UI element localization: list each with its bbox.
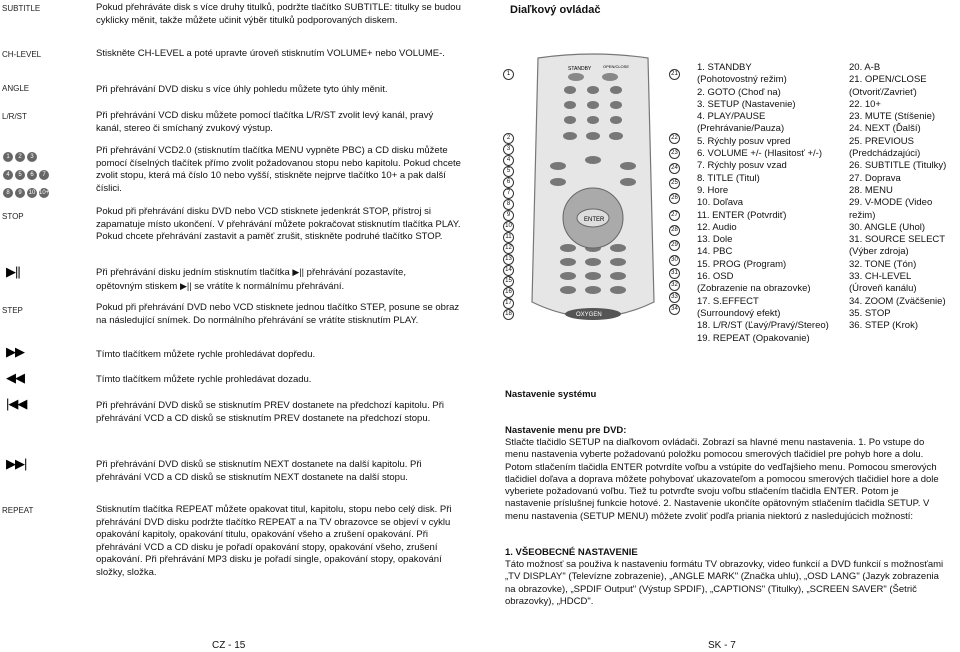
text-fast-forward: Tímto tlačítkem můžete rychle prohledávat dopředu. — [96, 349, 316, 360]
rewind-icon: ◀◀ — [6, 370, 24, 385]
text-next: Při přehrávání DVD disků se stisknutím NEXT dostanete na další kapitolu. Při přehrávání VCD a CD disků se stisknutím NEXT dostanete na další stopu. — [96, 459, 422, 483]
standby-label: STANDBY — [568, 66, 592, 72]
menu-title: Nastavenie menu pre DVD: — [505, 425, 627, 436]
text-subtitle: Pokud přehráváte disk s více druhy titulků, podržte tlačítko SUBTITLE: titulky se budou cyklicky měnit, takže můžete učinit výběr titulků podporovaných diskem. — [96, 2, 461, 26]
page-number-right: SK - 7 — [708, 640, 736, 651]
enter-label: ENTER — [584, 217, 605, 223]
brand-label: OXYGEN — [576, 312, 602, 318]
text-step: Pokud při přehrávání DVD nebo VCD stisknete jednou tlačítko STEP, posune se obraz na následující snímek. Do normálního přehrávání se vrátíte stisknutím PLAY. — [96, 302, 460, 326]
label-angle: ANGLE — [2, 84, 30, 93]
fast-forward-icon: ▶▶ — [6, 344, 24, 359]
remote-svg — [498, 52, 688, 337]
text-rewind: Tímto tlačítkem můžete rychle prohledávat dozadu. — [96, 374, 312, 385]
label-subtitle: SUBTITLE — [2, 4, 41, 13]
number-buttons-icon: 1 2 3 4 5 6 7 8 9 10 10+ — [2, 145, 62, 199]
text-prev: Při přehrávání DVD disků se stisknutím PREV dostanete na předchozí kapitolu. Při přehrávání VCD a CD disků se stisknutím PREV dostanete na předchozí stopu. — [96, 400, 444, 424]
text-ch-level: Stiskněte CH-LEVEL a poté upravte úroveň stisknutím VOLUME+ nebo VOLUME-. — [96, 48, 445, 59]
label-step: STEP — [2, 306, 23, 315]
function-list-2: 20. A-B 21. OPEN/CLOSE (Otvoriť/Zavrieť) 22. 10+ 23. MUTE (Stíšenie) 24. NEXT (Ďalší) 25. PREVIOUS (Predchádzajúci) 26. SUBTITLE (Titulky) 27. Doprava 28. MENU 29. V-MODE (Video režim) 30. ANGLE (Uhol) 31. SOURCE SELECT (Výber zdroja) 32. TONE (Tón) 33. CH-LEVEL (Úroveň kanálu) 34. ZOOM (Zväčšenie) 35. STOP 36. STEP (Krok) — [849, 62, 947, 332]
next-icon: ▶▶| — [6, 456, 27, 471]
label-lrst: L/R/ST — [2, 112, 27, 121]
label-repeat: REPEAT — [2, 506, 34, 515]
menu-text: Stlačte tlačidlo SETUP na diaľkovom ovládači. Zobrazí sa hlavné menu nastavenia. 1. Po vstupe do menu nastavenia vyberte požadovanú položku pomocou smerových tlačidiel pre pohyb hore a dolu. Potom stlačením tlačidla ENTER potvrdíte voľbu a vstúpite do veďľajšieho menu. Pomocou smerových tlačidiel doľava a doprava môžete pohybovať ukazovateľom a pomocou smerových tlačidiel hore a dole vyberiete požadovanú voľbu. Tiež tu potvrďte svoju voľbu stlačením tlačidla ENTER. Potom je nastavenie príslušnej funkcie hotové. 2. Nastavenie ukončíte opätovným stlačením tlačidla SETUP. V menu nastavenia (SETUP MENU) môžete zvoliť podľa priania niektorú z nasledujúcich možností: — [505, 437, 939, 522]
section-title: Nastavenie systému — [505, 389, 597, 400]
openclose-label: OPEN/CLOSE — [603, 64, 630, 69]
text-lrst: Při přehrávání VCD disku můžete pomocí tlačítka L/R/ST zvolit levý kanál, pravý kanál, stereo či smíchaný zvukový výstup. — [96, 110, 434, 134]
play-pause-icon: ▶|| — [6, 264, 20, 279]
text-stop: Pokud při přehrávání disku DVD nebo VCD stisknete jedenkrát STOP, přístroj si zapamatuje místo ukončení. V přehrávání můžete pokračovat stisknutím tlačítka PLAY. Pokud chcete přehrávání zastavit a paměť zrušit, stiskněte podruhé tlačítko STOP. — [96, 206, 461, 242]
text-play-pause: Při přehrávání disku jedním stisknutím tlačítka ▶|| přehrávání pozastavíte, opětovným stiskem ▶|| se vrátíte k normálnímu přehrávání. — [96, 267, 406, 292]
function-list-1: 1. STANDBY (Pohotovostný režim) 2. GOTO (Choď na) 3. SETUP (Nastavenie) 4. PLAY/PAUSE (Prehrávanie/Pauza) 5. Rýchly posuv vpred 6. VOLUME +/- (Hlasitosť +/-) 7. Rýchly posuv vzad 8. TITLE (Titul) 9. Hore 10. Doľava 11. ENTER (Potvrdiť) 12. Audio 13. Dole 14. PBC 15. PROG (Program) 16. OSD (Zobrazenie na obrazovke) 17. S.EFFECT (Surroundový efekt) 18. L/R/ST (Ľavý/Pravý/Stereo) 19. REPEAT (Opakovanie) — [697, 62, 829, 344]
text-number-keys: Při přehrávání VCD2.0 (stisknutím tlačítka MENU vypněte PBC) a CD disku můžete pomocí číselných tlačítek přímo zvolit požadovanou stopu nebo kapitolu. Pokud chcete zvolit stopu, která má číslo 10 nebo vyšší, stiskněte nejprve tlačítko 10+ a pak další číslici. — [96, 145, 461, 194]
general-text: Táto možnosť sa použiva k nastaveniu formátu TV obrazovky, video funkcií a DVD funkcií s možnosťami „TV DISPLAY" (Televízne zobrazenie), „ANGLE MARK" (Značka uhlu), „OSD LANG" (Jazyk zobrazenia na obrazovke), „SPDIF Output" (Výstup SPDIF), „CAPTIONS" (Titulky), „SCREEN SAVER" (Šetrič obrazovky), „HDCD". — [505, 559, 944, 607]
text-repeat: Stisknutím tlačítka REPEAT můžete opakovat titul, kapitolu, stopu nebo celý disk. Při přehrávání DVD disku podržte tlačítko REPEAT a na TV obrazovce se objeví v cyklu opakování kapitoly, opakování titulu, opakování všeho a zrušení opakování. Při přehrávání VCD a CD disku je pořadí opakování stopy, opakování všeho, zrušení opakování. Při přehrávání MP3 disku je pořadí single, opakování stopy, opakování složky, složka. — [96, 504, 452, 578]
remote-title: Diaľkový ovládač — [510, 4, 601, 16]
play-pause-inline-icon: ▶|| — [292, 267, 305, 277]
play-pause-inline-icon-2: ▶|| — [179, 280, 192, 291]
prev-icon: |◀◀ — [6, 396, 27, 411]
label-ch-level: CH-LEVEL — [2, 50, 42, 59]
page-number-left: CZ - 15 — [212, 640, 246, 651]
general-title: 1. VŠEOBECNÉ NASTAVENIE — [505, 547, 638, 558]
text-angle: Při přehrávání DVD disku s více úhly pohledu můžete tyto úhly měnit. — [96, 84, 388, 95]
label-stop: STOP — [2, 212, 24, 221]
